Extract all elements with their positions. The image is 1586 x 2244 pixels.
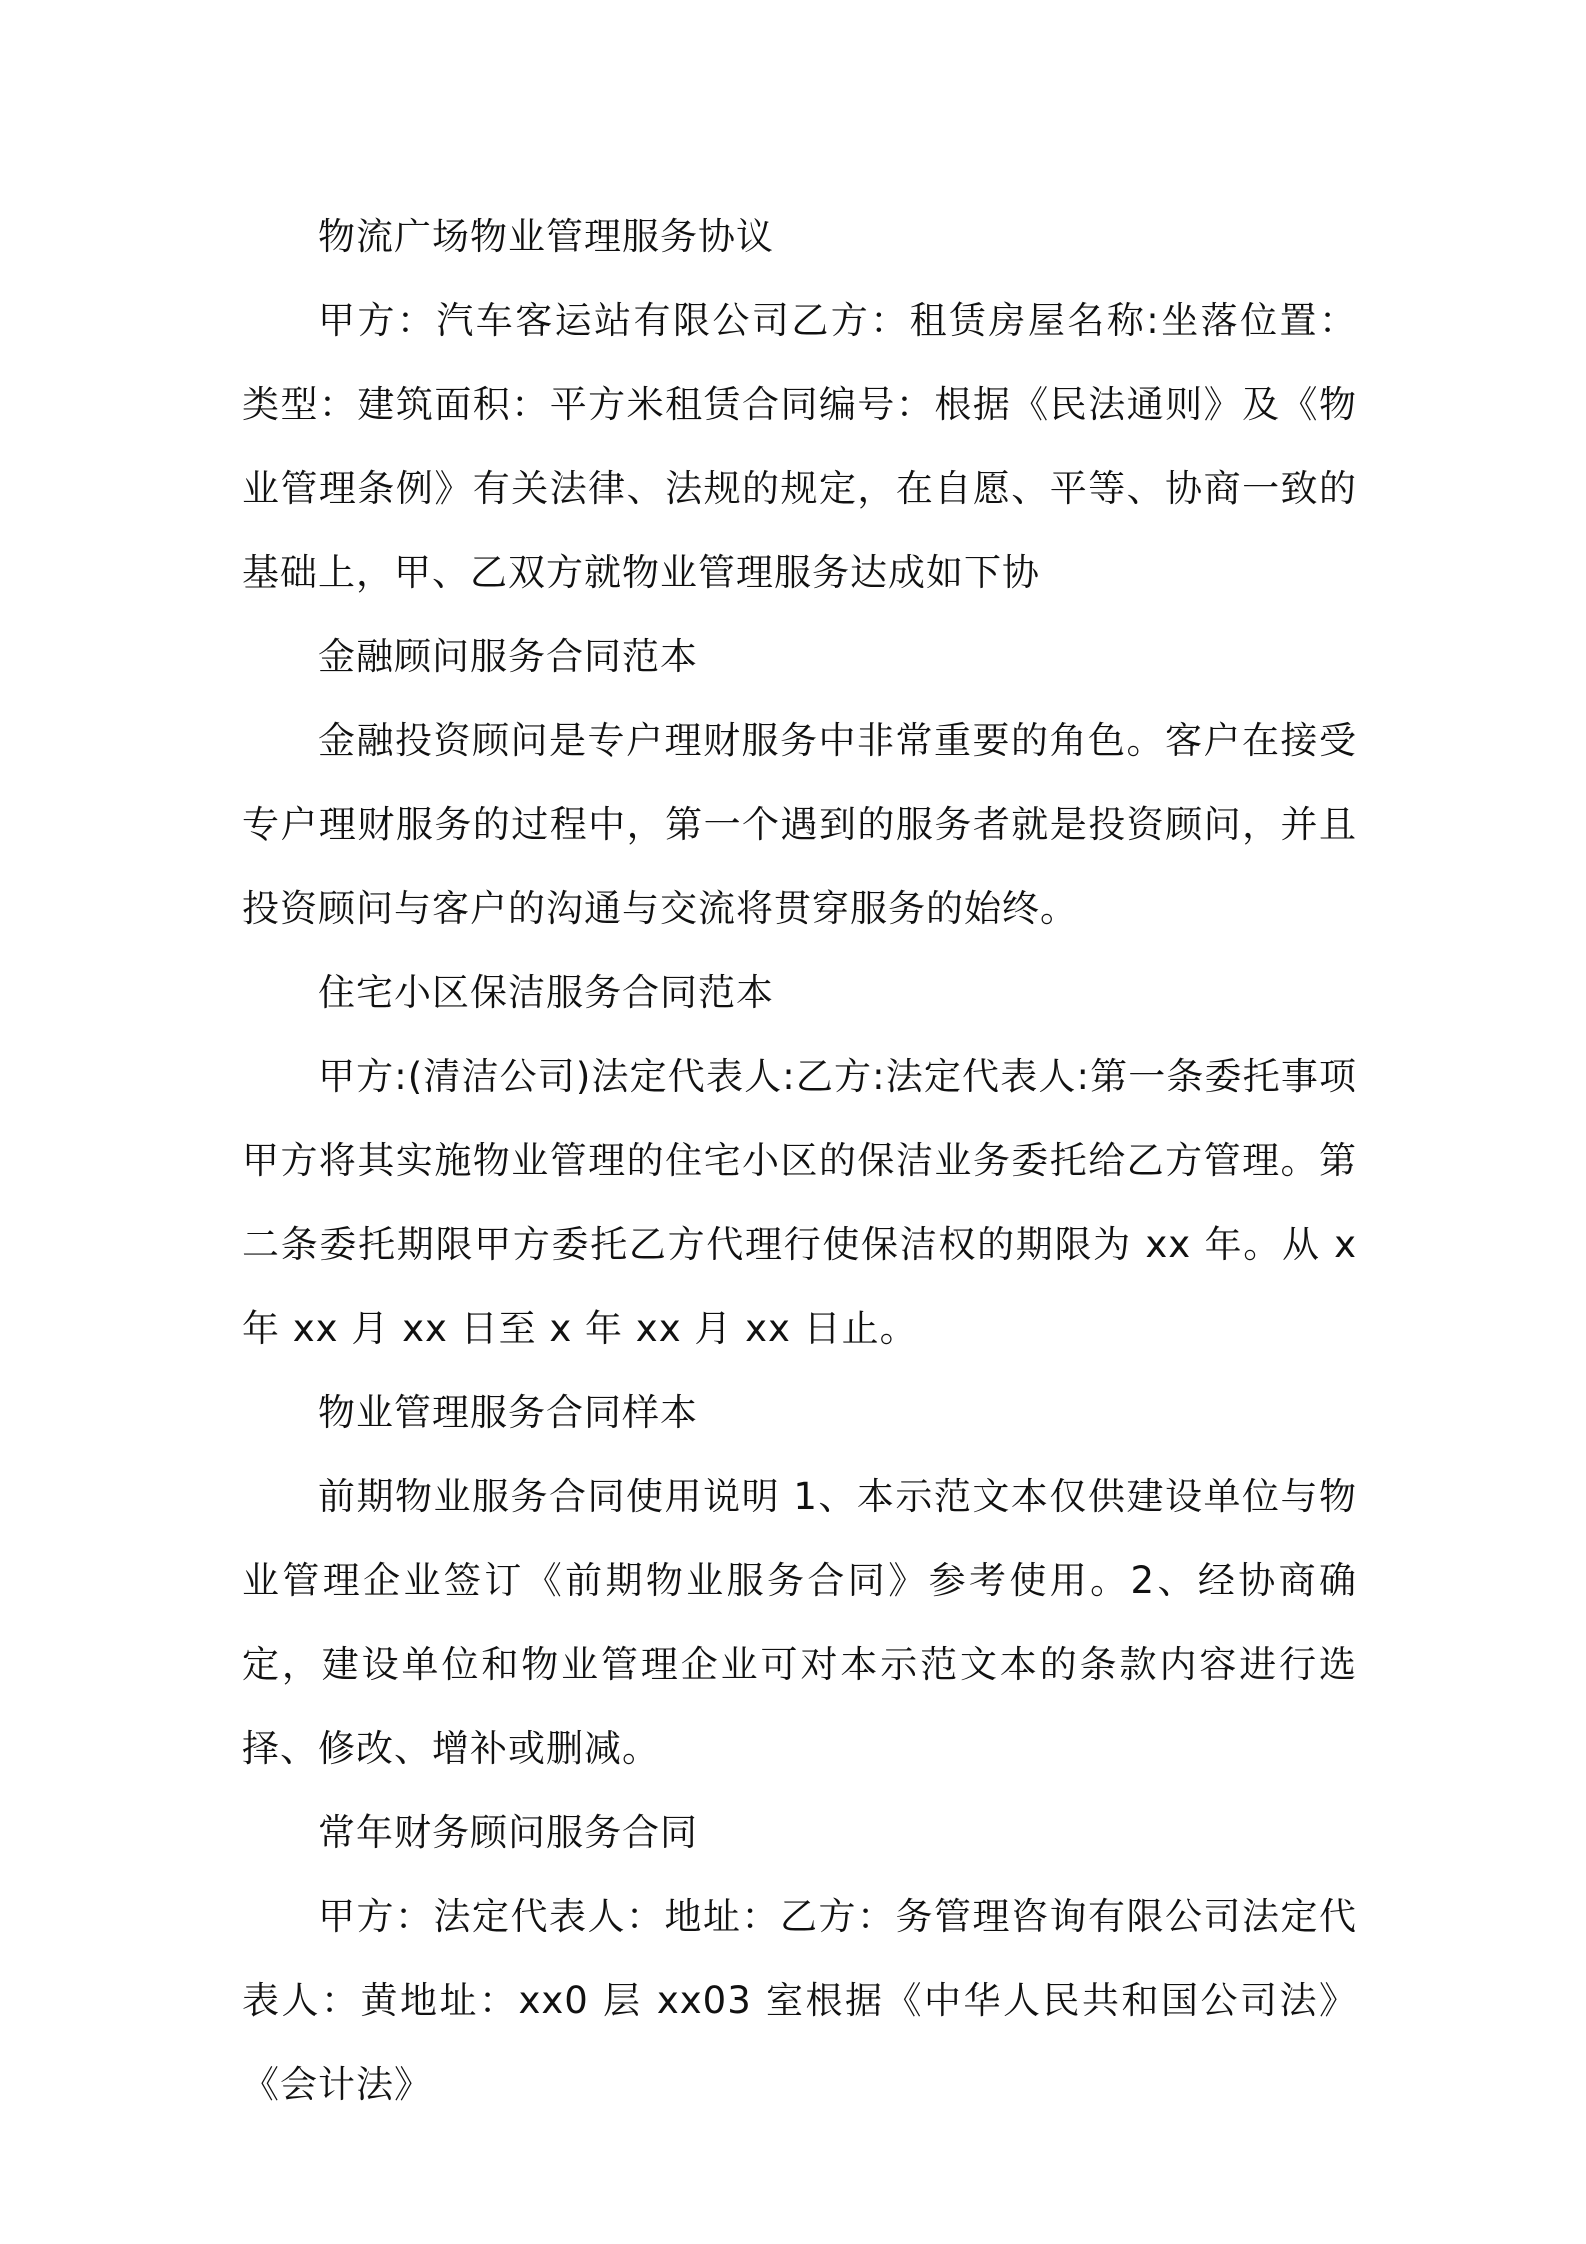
section-heading: 常年财务顾问服务合同 [318, 1811, 698, 1854]
section-heading: 物业管理服务合同样本 [318, 1391, 698, 1434]
document-body [242, 195, 1357, 2127]
section-paragraph: 甲方：法定代表人：地址：乙方：务管理咨询有限公司法定代表人：黄地址：xx0 层 xx03 室根据《中华人民共和国公司法》《会计法》 [242, 1895, 1357, 2106]
section-paragraph: 金融投资顾问是专户理财服务中非常重要的角色。客户在接受专户理财服务的过程中，第一个遇到的服务者就是投资顾问，并且投资顾问与客户的沟通与交流将贯穿服务的始终。 [242, 719, 1357, 930]
section-heading: 住宅小区保洁服务合同范本 [318, 971, 774, 1014]
section-paragraph: 甲方:(清洁公司)法定代表人:乙方:法定代表人:第一条委托事项甲方将其实施物业管理的住宅小区的保洁业务委托给乙方管理。第二条委托期限甲方委托乙方代理行使保洁权的期限为 xx 年。从 x 年 xx 月 xx 日至 x 年 xx 月 xx 日止。 [242, 1055, 1357, 1350]
section-paragraph: 甲方：汽车客运站有限公司乙方：租赁房屋名称:坐落位置：类型：建筑面积：平方米租赁合同编号：根据《民法通则》及《物业管理条例》有关法律、法规的规定，在自愿、平等、协商一致的基础上，甲、乙双方就物业管理服务达成如下协 [242, 299, 1357, 594]
section-heading: 金融顾问服务合同范本 [318, 635, 698, 678]
section-heading: 物流广场物业管理服务协议 [318, 215, 774, 258]
section-paragraph: 前期物业服务合同使用说明 1、本示范文本仅供建设单位与物业管理企业签订《前期物业服务合同》参考使用。2、经协商确定，建设单位和物业管理企业可对本示范文本的条款内容进行选择、修改、增补或删减。 [242, 1475, 1357, 1770]
